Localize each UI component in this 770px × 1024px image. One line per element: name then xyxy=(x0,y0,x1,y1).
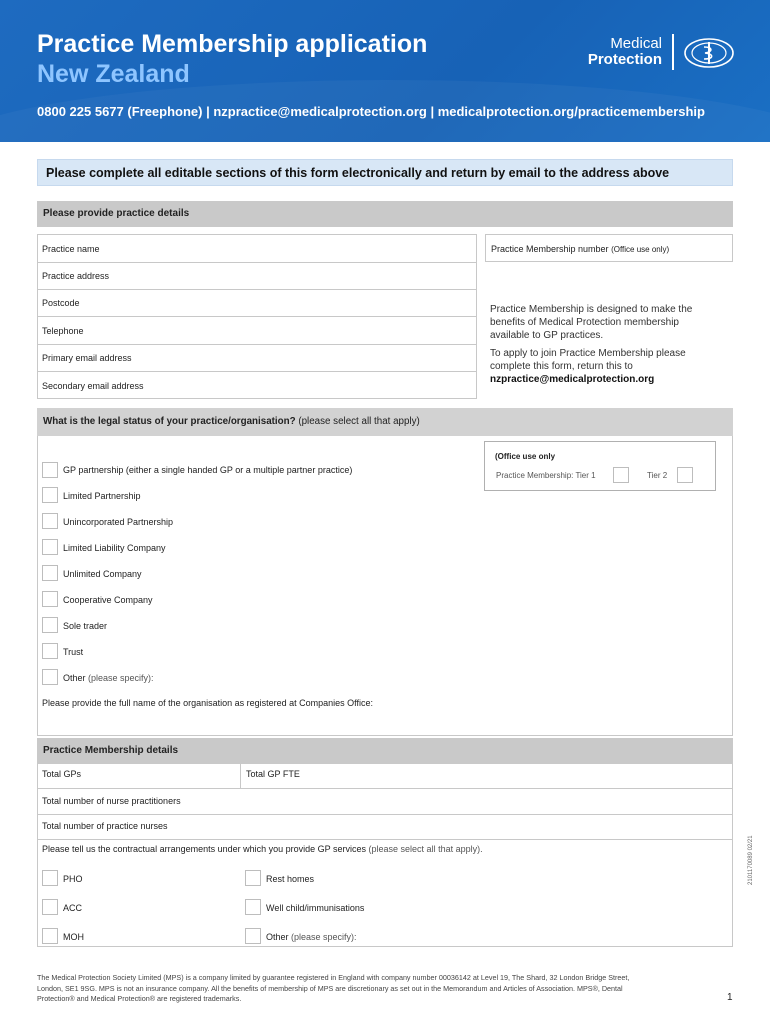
logo-line1: Medical xyxy=(610,35,662,52)
office-use-suffix: (Office use only) xyxy=(611,245,670,254)
nurse-practitioners-label: Total number of nurse practitioners xyxy=(42,796,181,806)
gp-partnership-checkbox[interactable] xyxy=(42,462,58,478)
postcode-label: Postcode xyxy=(42,298,80,308)
secondary-email-label: Secondary email address xyxy=(42,381,144,391)
acc-label: ACC xyxy=(63,903,83,913)
unincorporated-partnership-checkbox[interactable] xyxy=(42,513,58,529)
tier2-label: Tier 2 xyxy=(647,471,668,480)
other-status-checkbox[interactable] xyxy=(42,669,58,685)
gp-partnership-label: GP partnership (either a single handed GP or a multiple partner practice) xyxy=(63,465,353,475)
other-service-checkbox[interactable] xyxy=(245,928,261,944)
practice-nurses-label: Total number of practice nurses xyxy=(42,821,168,831)
practice-address-field[interactable] xyxy=(38,263,476,290)
nurse-practitioners-field[interactable] xyxy=(38,789,732,815)
application-instructions xyxy=(490,347,715,386)
unlimited-company-checkbox[interactable] xyxy=(42,565,58,581)
practice-details-heading: Please provide practice details xyxy=(37,201,733,227)
page-number: 1 xyxy=(727,992,733,1003)
practice-name-field[interactable] xyxy=(38,235,476,263)
return-email: nzpractice@medicalprotection.org xyxy=(490,374,655,385)
office-use-title: (Office use only xyxy=(495,452,556,461)
sole-trader-checkbox[interactable] xyxy=(42,617,58,633)
tier1-label: Practice Membership: Tier 1 xyxy=(496,471,596,480)
medical-protection-logo-icon xyxy=(683,37,735,69)
practice-membership-info: Practice Membership is designed to make the benefits of Medical Protection membership available to GP practices. xyxy=(490,304,693,341)
total-gps-row xyxy=(38,764,732,789)
limited-partnership-label: Limited Partnership xyxy=(63,491,141,501)
membership-details-box xyxy=(37,764,733,947)
other-service-text: Other xyxy=(266,932,289,942)
practice-name-label: Practice name xyxy=(42,244,100,254)
office-use-tier-box xyxy=(484,441,716,491)
limited-partnership-checkbox[interactable] xyxy=(42,487,58,503)
sole-trader-label: Sole trader xyxy=(63,621,108,631)
membership-number-text: Practice Membership number xyxy=(491,244,609,254)
organisation-full-name-input[interactable] xyxy=(38,710,732,734)
form-subtitle: New Zealand xyxy=(37,60,190,88)
total-gps-label: Total GPs xyxy=(42,769,82,779)
practice-address-label: Practice address xyxy=(42,271,110,281)
tier1-checkbox[interactable] xyxy=(613,467,629,483)
total-gps-field[interactable] xyxy=(38,764,241,788)
total-gp-fte-label: Total GP FTE xyxy=(246,769,300,779)
legal-footer: The Medical Protection Society Limited (MPS) is a company limited by guarantee registered in England with company number 00036142 at Level 19, The Shard, 32 London Bridge Street, London, SE1 9SG. MPS is not an insurance company. All the benefits of membership of MPS are discretionary as set out in the Memorandum and Articles of Association. MPS®, Dental Protection® and Medical Protection® are registered trademarks. xyxy=(37,973,630,1003)
instructions-banner: Please complete all editable sections of this form electronically and return by email to the address above xyxy=(37,159,733,186)
contractual-arrangements-label xyxy=(42,844,483,854)
acc-checkbox[interactable] xyxy=(42,899,58,915)
membership-number-field[interactable] xyxy=(485,234,733,262)
primary-email-label: Primary email address xyxy=(42,353,132,363)
application-instructions-text: To apply to join Practice Membership please complete this form, return this to xyxy=(490,348,686,372)
other-status-label xyxy=(63,673,154,683)
pho-checkbox[interactable] xyxy=(42,870,58,886)
logo-divider xyxy=(672,34,674,70)
unlimited-company-label: Unlimited Company xyxy=(63,569,142,579)
moh-label: MOH xyxy=(63,932,84,942)
legal-status-heading xyxy=(37,408,733,436)
primary-email-field[interactable] xyxy=(38,345,476,372)
other-service-note: (please specify): xyxy=(291,932,357,942)
practice-details-left-box xyxy=(37,234,477,399)
limited-liability-company-label: Limited Liability Company xyxy=(63,543,166,553)
contractual-arrangements-text: Please tell us the contractual arrangements under which you provide GP services xyxy=(42,844,367,854)
telephone-label: Telephone xyxy=(42,326,84,336)
cooperative-company-checkbox[interactable] xyxy=(42,591,58,607)
contact-line: 0800 225 5677 (Freephone) | nzpractice@medicalprotection.org | medicalprotection.org/practicemembership xyxy=(37,104,705,119)
document-code: 2101170089 02/21 xyxy=(748,835,754,885)
limited-liability-company-checkbox[interactable] xyxy=(42,539,58,555)
other-status-text: Other xyxy=(63,673,86,683)
telephone-field[interactable] xyxy=(38,317,476,345)
cooperative-company-label: Cooperative Company xyxy=(63,595,153,605)
form-title: Practice Membership application xyxy=(37,30,428,58)
trust-checkbox[interactable] xyxy=(42,643,58,659)
pho-label: PHO xyxy=(63,874,83,884)
secondary-email-field[interactable] xyxy=(38,372,476,399)
organisation-full-name-label: Please provide the full name of the organisation as registered at Companies Office: xyxy=(42,698,374,708)
other-service-label xyxy=(266,932,357,942)
logo-text xyxy=(574,36,662,68)
total-gp-fte-field[interactable] xyxy=(241,764,732,788)
trust-label: Trust xyxy=(63,647,84,657)
practice-nurses-field[interactable] xyxy=(38,815,732,840)
legal-status-question: What is the legal status of your practice/organisation? xyxy=(43,416,296,427)
other-status-note: (please specify): xyxy=(88,673,154,683)
membership-number-label xyxy=(491,244,669,254)
legal-status-box xyxy=(37,436,733,736)
page-header xyxy=(0,0,770,142)
unincorporated-partnership-label: Unincorporated Partnership xyxy=(63,517,174,527)
contractual-note: (please select all that apply). xyxy=(368,844,483,854)
logo-line2: Protection xyxy=(587,51,662,68)
membership-details-heading: Practice Membership details xyxy=(37,738,733,764)
postcode-field[interactable] xyxy=(38,290,476,317)
moh-checkbox[interactable] xyxy=(42,928,58,944)
rest-homes-label: Rest homes xyxy=(266,874,315,884)
tier2-checkbox[interactable] xyxy=(677,467,693,483)
well-child-checkbox[interactable] xyxy=(245,899,261,915)
well-child-label: Well child/immunisations xyxy=(266,903,365,913)
rest-homes-checkbox[interactable] xyxy=(245,870,261,886)
legal-status-note: (please select all that apply) xyxy=(298,416,420,427)
